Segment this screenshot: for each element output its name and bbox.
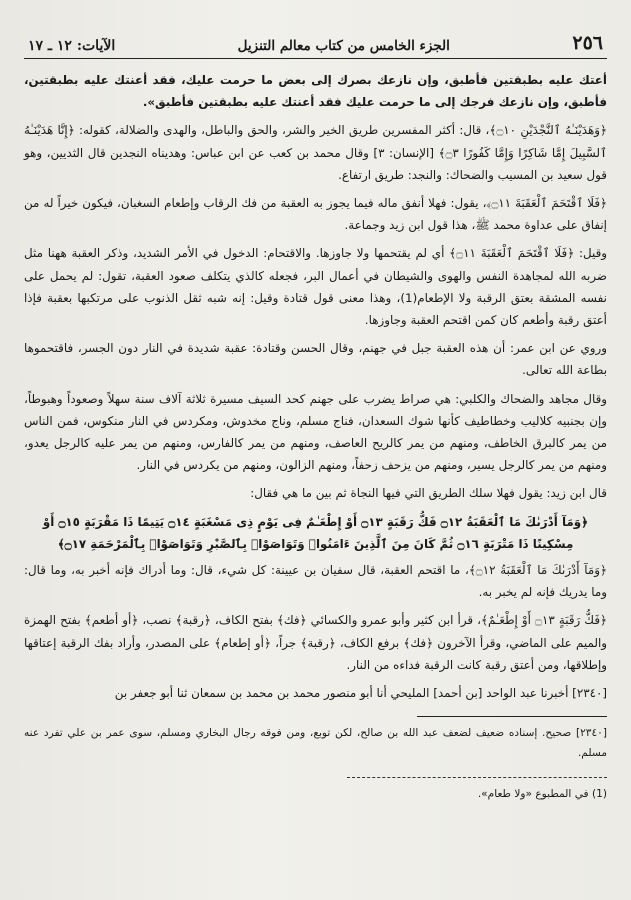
page-header	[24, 32, 607, 59]
quran-verse-block: ﴿وَمَآ أَدْرَىٰكَ مَا ٱلْعَقَبَةُ ۝١٢ فَكُّ رَقَبَةٍ ۝١٣ أَوْ إِطْعَـٰمٌ فِى يَوْمٍ ذِى مَسْغَبَةٍ ۝١٤ يَتِيمًا ذَا مَقْرَبَةٍ ۝١٥ أَوْ مِسْكِينًا ذَا مَتْرَبَةٍ ۝١٦ ثُمَّ كَانَ مِنَ ٱلَّذِينَ ءَامَنُوا۟ وَتَوَاصَوْا۟ بِٱلصَّبْرِ وَتَوَاصَوْا۟ بِٱلْمَرْحَمَةِ ۝١٧﴾	[42, 514, 589, 551]
paragraph: وقال مجاهد والضحاك والكلبي: هي صراط يضرب على جهنم كحد السيف مسيرة ثلاثة آلاف سنة سهلاً وصعوداً وهبوطاً، وإن بجنبيه كلاليب وخطاطيف كأنها شوك السعدان، فناج مسلم، وناج مخدوش، ومكردس في النار منكوس، فمن الناس من يمر كالبرق الخاطف، ومنهم من يمر كالريح العاصف، ومنهم من يمر كالفارس، ومنهم من يمر عليه كالرجل يعدو، ومنهم من يمر كالرجل يسير، ومنهم من يزحف زحفاً، ومنهم الزالون، ومنهم من يكردس في النار.	[24, 391, 607, 473]
paragraph: ﴿وَهَدَيْنَـٰهُ ٱلنَّجْدَيْنِ ۝١٠﴾، قال: أكثر المفسرين طريق الخير والشر، والحق والباطل، والهدى والضلالة، كقوله: ﴿إِنَّا هَدَيْنَـٰهُ ٱلسَّبِيلَ إِمَّا شَاكِرًا وَإِمَّا كَفُورًا ۝٣﴾ [الإنسان: ٣] وقال محمد بن كعب عن ابن عباس: وهديناه النجدين قال الثديين، وهو قول سعيد بن المسيب والضحاك: والنجد: طريق ارتفاع.	[24, 123, 608, 182]
footnote: (1) في المطبوع «ولا طعام».	[477, 788, 607, 801]
page-number: ٢٥٦	[572, 32, 603, 54]
paragraph: أعتك عليه بطبقتين فأطبق، وإن نازعك بصرك إلى بعض ما حرمت عليك، فقد أعنتك عليه بطبقتين، فأطبق، وإن نازعك فرجك إلى ما حرمت عليك فقد أعنتك عليه بطبقتين فأطبق».	[24, 73, 607, 110]
footnote-divider	[347, 777, 607, 778]
running-title: الجزء الخامس من كتاب معالم التنزيل	[237, 38, 450, 54]
hadith-chain-paragraph: [٢٣٤٠] أخبرنا عبد الواحد [بن أحمد] المليحي أنا أبو منصور محمد بن محمد بن سمعان ثنا أبو جعفر بن	[114, 686, 607, 701]
paragraph: ﴿فَكُّ رَقَبَةٍ ۝١٣ أَوْ إِطْعَـٰمٌ﴾، قرأ ابن كثير وأبو عمرو والكسائي ﴿فك﴾ بفتح الكاف، ﴿رقبة﴾ نصب، ﴿أو أطعم﴾ بفتح الهمزة والميم على الماضي، وقرأ الآخرون ﴿فك﴾ برفع الكاف، ﴿رقبة﴾ جراً، ﴿أو إطعام﴾ على المصدر، وأراد بفك الرقبة إعتاقها وإطلاقها، ومن أعتق رقبة كانت الرقبة فداءه من النار.	[24, 613, 607, 672]
verse-range: الآيات: ١٢ ـ ١٧	[28, 38, 116, 54]
paragraph: ﴿وَمَآ أَدْرَىٰكَ مَا ٱلْعَقَبَةُ ۝١٢﴾، ما اقتحم العقبة، قال سفيان بن عيينة: كل شيء، قال: وما أدراك فإنه أخبر به، وما قال: وما يدريك فإنه لم يخبر به.	[24, 563, 607, 600]
paragraph: وقيل: ﴿فَلَا ٱقْتَحَمَ ٱلْعَقَبَةَ ۝١١﴾ أي لم يقتحمها ولا جاوزها. والاقتحام: الدخول في الأمر الشديد، وذكر العقبة ههنا مثل ضربه الله لمجاهدة النفس والهوى والشيطان في أعمال البر، فجعله كالذي يتكلف صعود العقبة، تقول: لم يحمل على نفسه المشقة بعتق الرقبة ولا الإطعام(1)، وهذا معنى قول قتادة وقيل: إنه شبه ثقل الذنوب على مرتكبها بعقبة فإذا أعتق رقبة وأطعم كان كمن اقتحم العقبة وجاوزها.	[24, 246, 607, 328]
hadith-grading-note: [٢٣٤٠] صحيح. إسناده ضعيف لضعف عبد الله بن صالح، لكن توبع، ومن فوقه رجال البخاري ومسلم، سوى عمر بن علي تفرد عنه مسلم.	[24, 727, 607, 760]
paragraph: قال ابن زيد: يقول فهلا سلك الطريق التي فيها النجاة ثم بين ما هي فقال:	[250, 486, 607, 501]
paragraph: ﴿فَلَا ٱقْتَحَمَ ٱلْعَقَبَةَ ۝١١﴾، يقول: فهلا أنفق ماله فيما يجوز به العقبة من فك الرقاب وإطعام السغبان، فيكون خيراً له من إنفاق على عداوة محمد ﷺ، هذا قول ابن زيد وجماعة.	[24, 196, 608, 233]
paragraph: وروي عن ابن عمر: أن هذه العقبة جبل في جهنم، وقال الحسن وقتادة: عقبة شديدة في النار دون الجسر، فاقتحموها بطاعة الله تعالى.	[24, 341, 607, 378]
notes-divider	[417, 716, 607, 717]
main-text	[24, 69, 607, 804]
